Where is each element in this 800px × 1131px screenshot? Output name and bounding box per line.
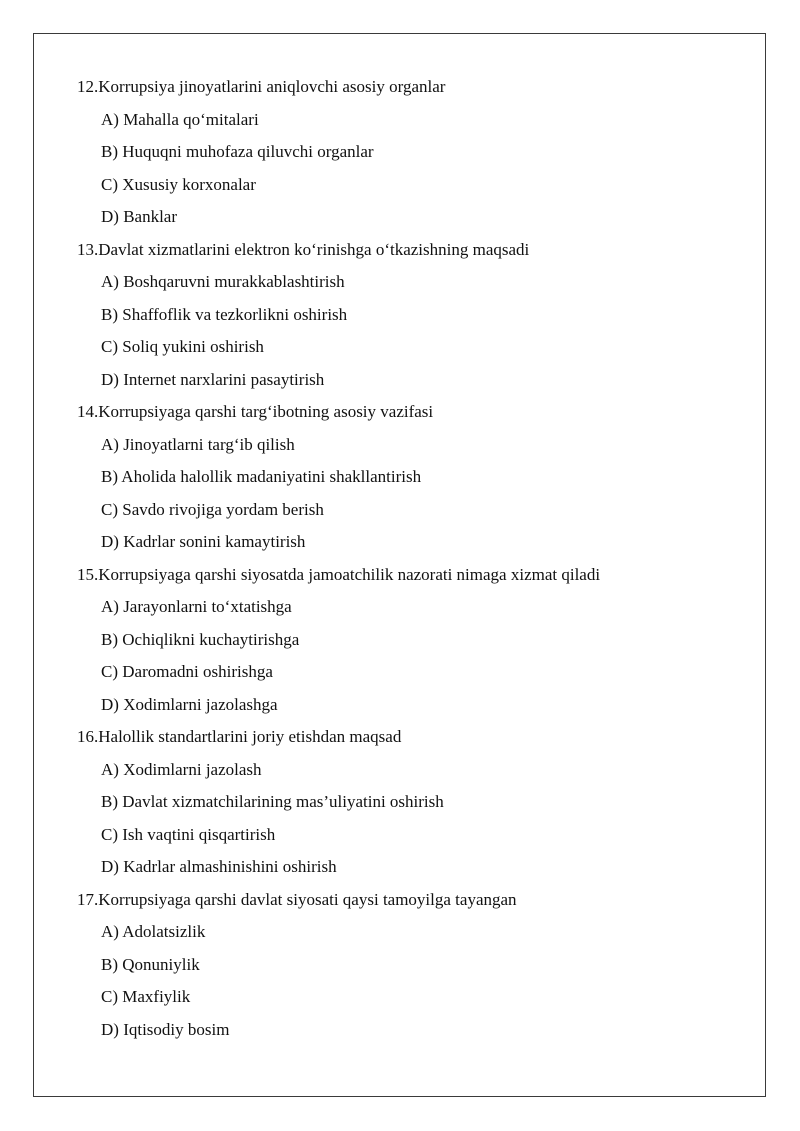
question-text: 12.Korrupsiya jinoyatlarini aniqlovchi asosiy organlar xyxy=(77,77,446,96)
question-17 xyxy=(77,884,757,1047)
answer-option-a: A) Adolatsizlik xyxy=(101,922,206,941)
answer-option-b: B) Qonuniylik xyxy=(101,954,200,974)
question-text: 17.Korrupsiyaga qarshi davlat siyosati qaysi tamoyilga tayangan xyxy=(77,889,517,909)
answer-option-d: D) Xodimlarni jazolashga xyxy=(101,694,278,714)
question-12 xyxy=(77,71,757,234)
answer-option-d: D) Banklar xyxy=(101,207,178,226)
question-16 xyxy=(77,721,757,884)
question-14 xyxy=(77,396,757,559)
answer-option-b: B) Davlat xizmatchilarining mas’uliyatini oshirish xyxy=(101,792,444,811)
answer-option-c: C) Xususiy korxonalar xyxy=(101,174,256,194)
answer-option-c: C) Savdo rivojiga yordam berish xyxy=(101,499,324,519)
answer-option-d: D) Kadrlar almashinishini oshirish xyxy=(101,857,337,876)
answer-option-a: A) Mahalla qo‘mitalari xyxy=(101,109,259,129)
answer-option-d: D) Internet narxlarini pasaytirish xyxy=(101,369,325,389)
answer-option-b: B) Shaffoflik va tezkorlikni oshirish xyxy=(101,304,348,324)
question-text: 14.Korrupsiyaga qarshi targ‘ibotning asosiy vazifasi xyxy=(77,402,434,421)
answer-option-c: C) Maxfiylik xyxy=(101,987,191,1006)
answer-option-a: A) Jarayonlarni to‘xtatishga xyxy=(101,597,292,616)
answer-option-a: A) Jinoyatlarni targ‘ib qilish xyxy=(101,434,295,454)
question-text: 16.Halollik standartlarini joriy etishdan maqsad xyxy=(77,727,402,746)
answer-option-c: C) Soliq yukini oshirish xyxy=(101,337,264,356)
answer-option-d: D) Kadrlar sonini kamaytirish xyxy=(101,532,306,551)
answer-option-a: A) Boshqaruvni murakkablashtirish xyxy=(101,272,345,291)
answer-option-b: B) Ochiqlikni kuchaytirishga xyxy=(101,629,300,649)
answer-option-c: C) Daromadni oshirishga xyxy=(101,662,273,681)
question-list xyxy=(77,71,757,1046)
answer-option-c: C) Ish vaqtini qisqartirish xyxy=(101,824,276,844)
answer-option-b: B) Huquqni muhofaza qiluvchi organlar xyxy=(101,142,374,161)
question-text: 13.Davlat xizmatlarini elektron ko‘rinishga o‘tkazishning maqsadi xyxy=(77,239,530,259)
answer-option-b: B) Aholida halollik madaniyatini shakllantirish xyxy=(101,467,422,486)
question-text: 15.Korrupsiyaga qarshi siyosatda jamoatchilik nazorati nimaga xizmat qiladi xyxy=(77,564,601,584)
answer-option-d: D) Iqtisodiy bosim xyxy=(101,1019,230,1039)
question-15 xyxy=(77,559,757,722)
question-13 xyxy=(77,234,757,397)
answer-option-a: A) Xodimlarni jazolash xyxy=(101,759,262,779)
